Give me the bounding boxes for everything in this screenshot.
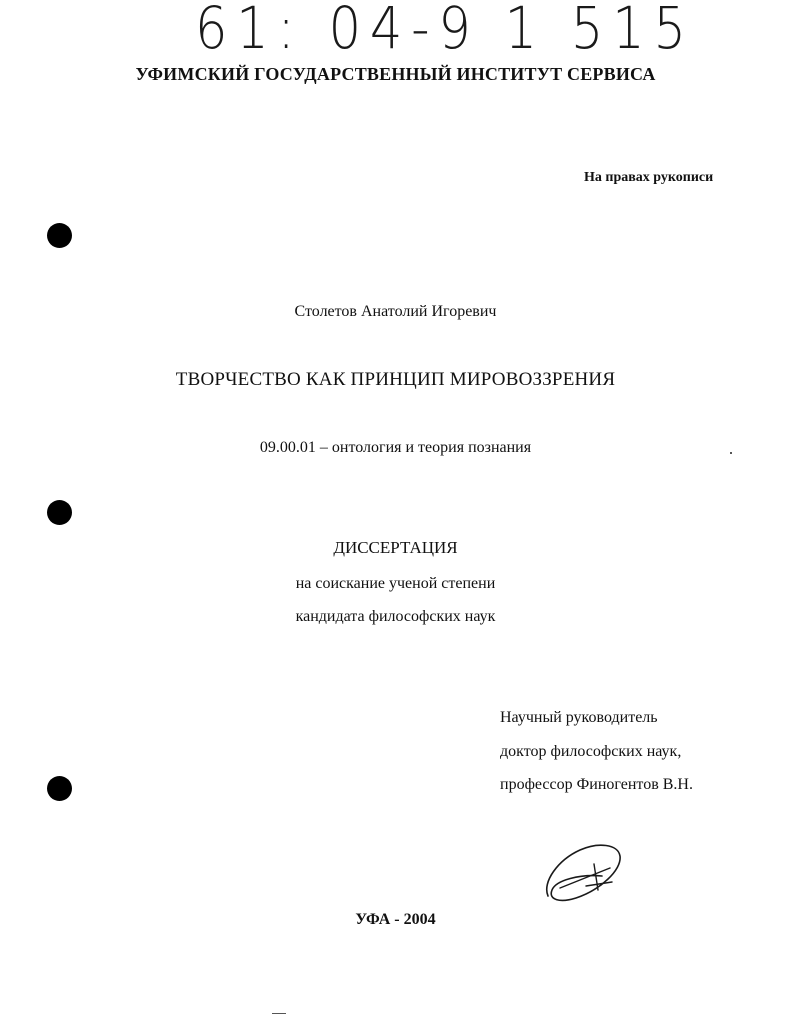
document-kind: ДИССЕРТАЦИЯ [333,538,458,557]
institute-name: УФИМСКИЙ ГОСУДАРСТВЕННЫЙ ИНСТИТУТ СЕРВИСА [135,64,656,84]
punch-hole-mark [47,500,72,525]
handwritten-signature [540,838,630,910]
punch-hole-mark [47,223,72,248]
city-year: УФА - 2004 [355,911,436,928]
degree-purpose-line-1: на соискание ученой степени [295,575,496,592]
degree-purpose-line-2: кандидата философских наук [295,608,496,625]
scan-speck [272,1013,286,1014]
specialty-code: 09.00.01 – онтология и теория познания [259,439,532,456]
supervisor-role: Научный руководитель [500,709,658,726]
dissertation-title: ТВОРЧЕСТВО КАК ПРИНЦИП МИРОВОЗЗРЕНИЯ [175,369,616,390]
supervisor-name: профессор Финогентов В.Н. [500,776,693,793]
rights-note: На правах рукописи [584,170,714,185]
handwritten-archive-number: 61: 04-9 1 515 [195,0,695,62]
scan-speck [730,452,732,454]
author-name: Столетов Анатолий Игоревич [294,303,497,320]
supervisor-degree: доктор философских наук, [500,743,682,760]
punch-hole-mark [47,776,72,801]
